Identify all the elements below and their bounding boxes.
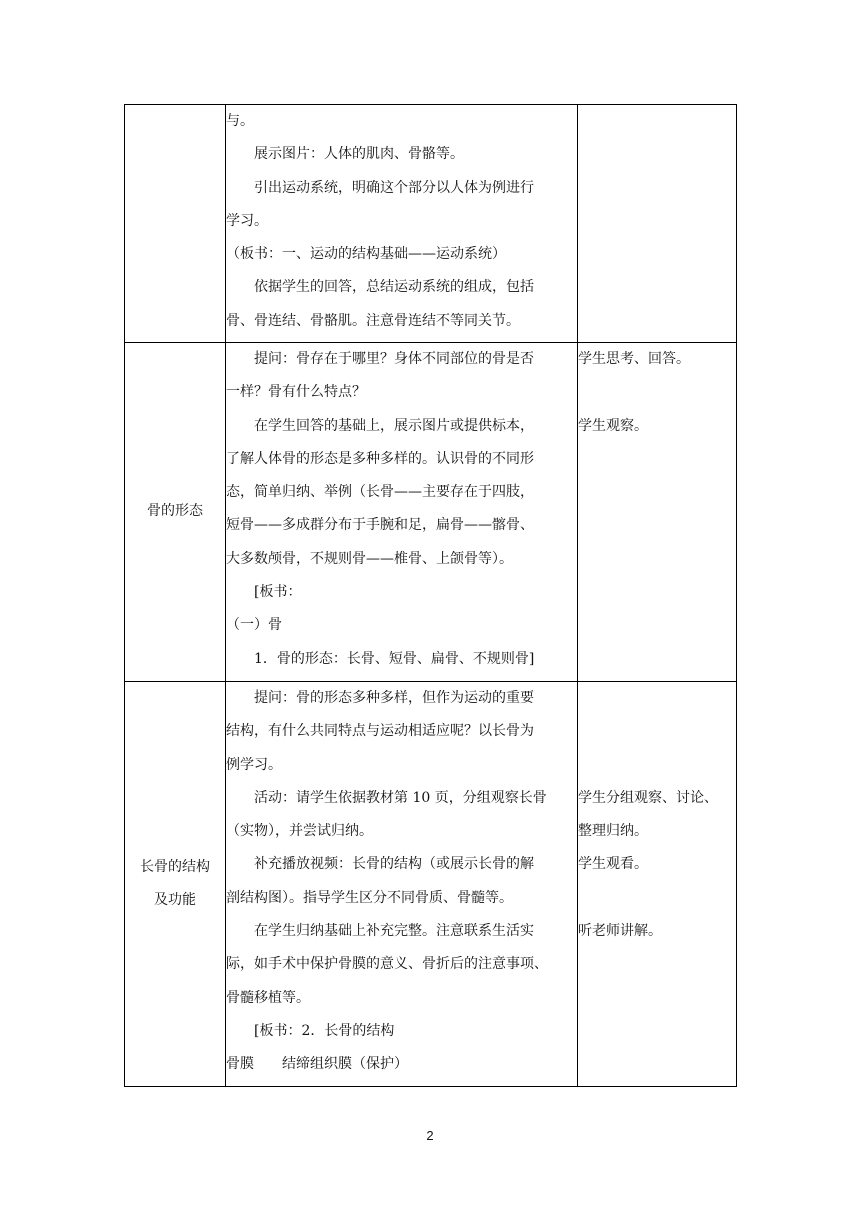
teacher-activity-line: 引出运动系统，明确这个部分以人体为例进行 bbox=[254, 179, 534, 196]
student-activity-line bbox=[578, 715, 736, 748]
section-label-cell bbox=[125, 105, 226, 343]
student-activity-line: 学生观察。 bbox=[578, 417, 648, 434]
student-activity-line: 整理归纳。 bbox=[578, 823, 648, 840]
student-activity-line: 学生思考、回答。 bbox=[578, 351, 690, 367]
teacher-activity-line: 短骨——多成群分布于手腕和足，扁骨——髂骨、 bbox=[226, 517, 534, 534]
teacher-activity-line: （板书：一、运动的结构基础——运动系统） bbox=[226, 246, 506, 263]
section-label-line: 骨的形态 bbox=[147, 503, 203, 520]
teacher-activity-line: 骨、骨连结、骨骼肌。注意骨连结不等同关节。 bbox=[226, 312, 520, 329]
teacher-activity-cell bbox=[226, 682, 578, 1087]
teacher-activity-line: 态，简单归纳、举例（长骨——主要存在于四肢， bbox=[226, 484, 534, 501]
teacher-activity-line: 了解人体骨的形态是多种多样的。认识骨的不同形 bbox=[226, 450, 534, 467]
teacher-activity-line: 际，如手术中保护骨膜的意义、骨折后的注意事项、 bbox=[226, 956, 548, 973]
student-activity-cell bbox=[578, 105, 737, 343]
teacher-activity-line: 结构，有什么共同特点与运动相适应呢？以长骨为 bbox=[226, 723, 534, 740]
teacher-activity-line: （实物），并尝试归纳。 bbox=[226, 823, 373, 840]
teacher-activity-line: 补充播放视频：长骨的结构（或展示长骨的解 bbox=[254, 856, 534, 873]
teacher-activity-cell bbox=[226, 343, 578, 682]
teacher-activity-line: 提问：骨的形态多种多样，但作为运动的重要 bbox=[254, 690, 534, 706]
teacher-activity-line: 1．骨的形态：长骨、短骨、扁骨、不规则骨] bbox=[254, 650, 535, 667]
section-label-cell bbox=[125, 343, 226, 682]
section-label-line: 及功能 bbox=[154, 892, 196, 908]
student-activity-line bbox=[578, 749, 736, 782]
student-activity-cell bbox=[578, 343, 737, 682]
teacher-activity-line: 剖结构图）。指导学生区分不同骨质、骨髓等。 bbox=[226, 889, 513, 906]
student-activity-cell bbox=[578, 682, 737, 1087]
student-activity-line bbox=[578, 376, 736, 409]
section-label-line: 长骨的结构 bbox=[140, 858, 210, 875]
teacher-activity-line: 学习。 bbox=[226, 212, 268, 229]
teacher-activity-line: 骨髓移植等。 bbox=[226, 989, 310, 1006]
teacher-activity-cell bbox=[226, 105, 578, 343]
teacher-activity-line: （一）骨 bbox=[226, 617, 282, 634]
teacher-activity-line: 一样？骨有什么特点？ bbox=[226, 384, 366, 401]
student-activity-line bbox=[578, 682, 736, 715]
teacher-activity-line: [板书：2．长骨的结构 bbox=[254, 1022, 395, 1039]
teacher-activity-line: 在学生回答的基础上，展示图片或提供标本， bbox=[254, 417, 534, 434]
teacher-activity-line: 提问：骨存在于哪里？身体不同部位的骨是否 bbox=[254, 351, 534, 367]
teacher-activity-line: 骨膜 结缔组织膜（保护） bbox=[226, 1056, 408, 1073]
teacher-activity-line: 大多数颅骨，不规则骨——椎骨、上颌骨等）。 bbox=[226, 550, 513, 567]
table-row bbox=[125, 105, 737, 343]
student-activity-line: 学生分组观察、讨论、 bbox=[578, 789, 718, 806]
teacher-activity-line: 例学习。 bbox=[226, 756, 282, 773]
table-row bbox=[125, 343, 737, 682]
student-activity-line: 听老师讲解。 bbox=[578, 923, 662, 940]
teacher-activity-line: 依据学生的回答，总结运动系统的组成，包括 bbox=[254, 279, 534, 296]
teacher-activity-line: 活动：请学生依据教材第 10 页，分组观察长骨 bbox=[254, 789, 547, 806]
teacher-activity-line: 在学生归纳基础上补充完整。注意联系生活实 bbox=[254, 923, 534, 940]
teacher-activity-line: 与。 bbox=[226, 113, 254, 129]
student-activity-line bbox=[578, 882, 736, 915]
teacher-activity-line: 展示图片：人体的肌肉、骨骼等。 bbox=[254, 146, 464, 163]
table-row bbox=[125, 682, 737, 1087]
page-number: 2 bbox=[426, 1128, 434, 1143]
section-label-cell bbox=[125, 682, 226, 1087]
student-activity-line: 学生观看。 bbox=[578, 856, 648, 873]
lesson-plan-table bbox=[124, 104, 737, 1087]
teacher-activity-line: [板书： bbox=[254, 584, 302, 601]
